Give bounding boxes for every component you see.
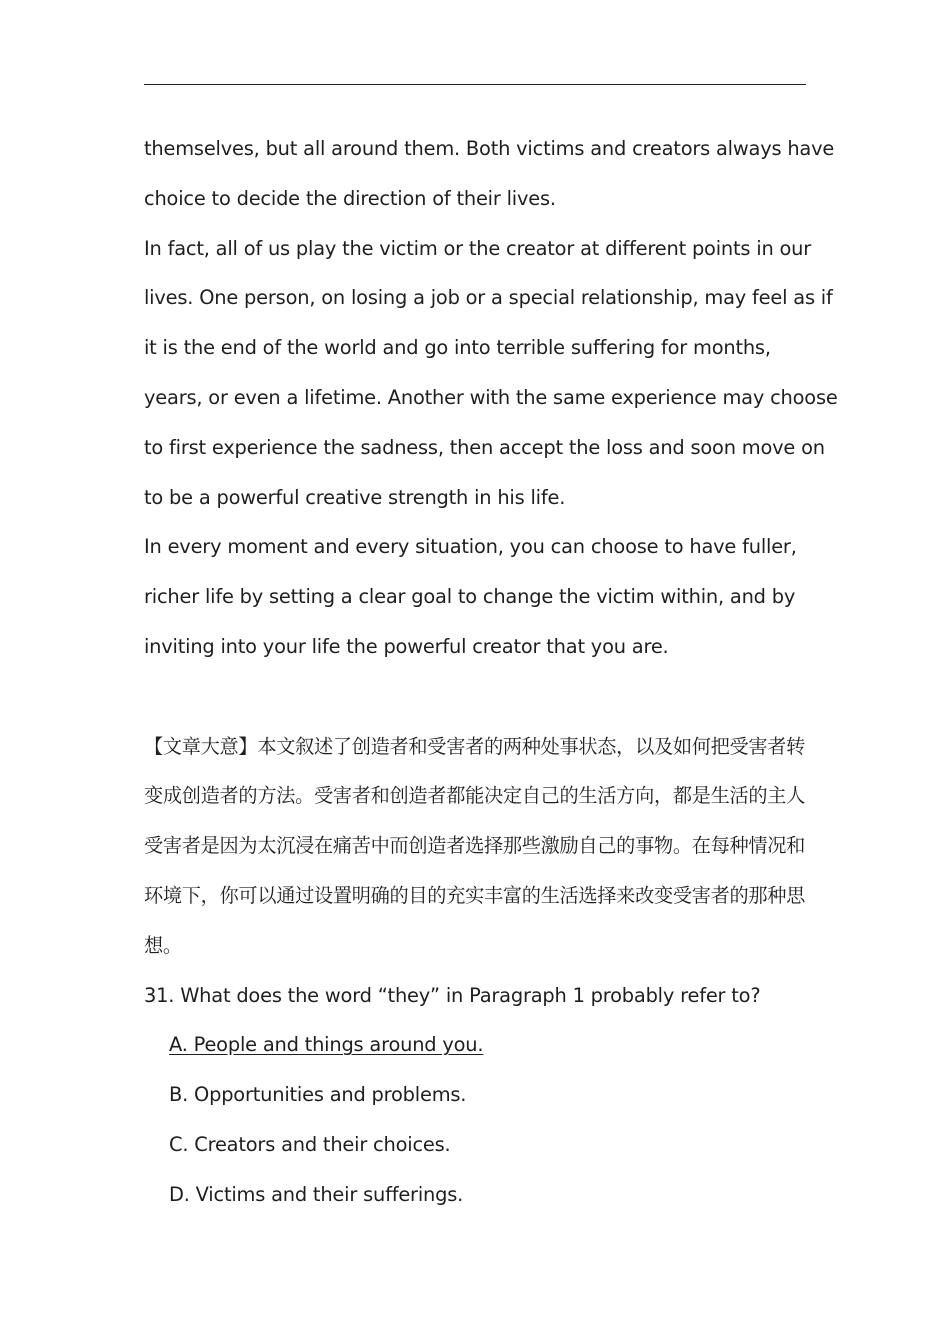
summary-line: 环境下，你可以通过设置明确的目的充实丰富的生活选择来改变受害者的那种思 xyxy=(144,883,806,907)
question-31 xyxy=(144,971,814,1220)
passage-line: to first experience the sadness, then accept the loss and soon move on xyxy=(144,435,825,459)
option-a-text: A. People and things around you. xyxy=(169,1033,484,1057)
question-stem: 31. What does the word “they” in Paragraph 1 probably refer to? xyxy=(144,983,761,1007)
passage-line: inviting into your life the powerful creator that you are. xyxy=(144,634,669,658)
summary-line: 受害者是因为太沉浸在痛苦中而创造者选择那些激励自己的事物。在每种情况和 xyxy=(144,834,806,858)
passage-line: lives. One person, on losing a job or a special relationship, may feel as if xyxy=(144,286,833,310)
article-summary xyxy=(144,722,814,971)
option-b: B. Opportunities and problems. xyxy=(169,1083,467,1107)
passage-line: years, or even a lifetime. Another with the same experience may choose xyxy=(144,385,838,409)
passage-line: richer life by setting a clear goal to change the victim within, and by xyxy=(144,585,796,609)
option-d: D. Victims and their sufferings. xyxy=(169,1182,464,1206)
passage xyxy=(144,124,838,672)
option-c: C. Creators and their choices. xyxy=(169,1132,451,1156)
passage-line: In fact, all of us play the victim or the creator at different points in our xyxy=(144,236,812,260)
summary-line: 想。 xyxy=(144,933,182,957)
summary-line: 【文章大意】本文叙述了创造者和受害者的两种处事状态，以及如何把受害者转 xyxy=(144,734,806,758)
summary-line: 变成创造者的方法。受害者和创造者都能决定自己的生活方向，都是生活的主人 xyxy=(144,784,806,808)
page-content xyxy=(144,124,838,1220)
header-rule xyxy=(144,84,806,85)
option-a xyxy=(144,1020,814,1070)
spacer xyxy=(144,672,814,722)
passage-line: In every moment and every situation, you can choose to have fuller, xyxy=(144,535,797,559)
passage-line: to be a powerful creative strength in his life. xyxy=(144,485,566,509)
passage-line: choice to decide the direction of their lives. xyxy=(144,186,556,210)
passage-line: it is the end of the world and go into terrible suffering for months, xyxy=(144,336,771,360)
passage-line: themselves, but all around them. Both victims and creators always have xyxy=(144,137,835,160)
